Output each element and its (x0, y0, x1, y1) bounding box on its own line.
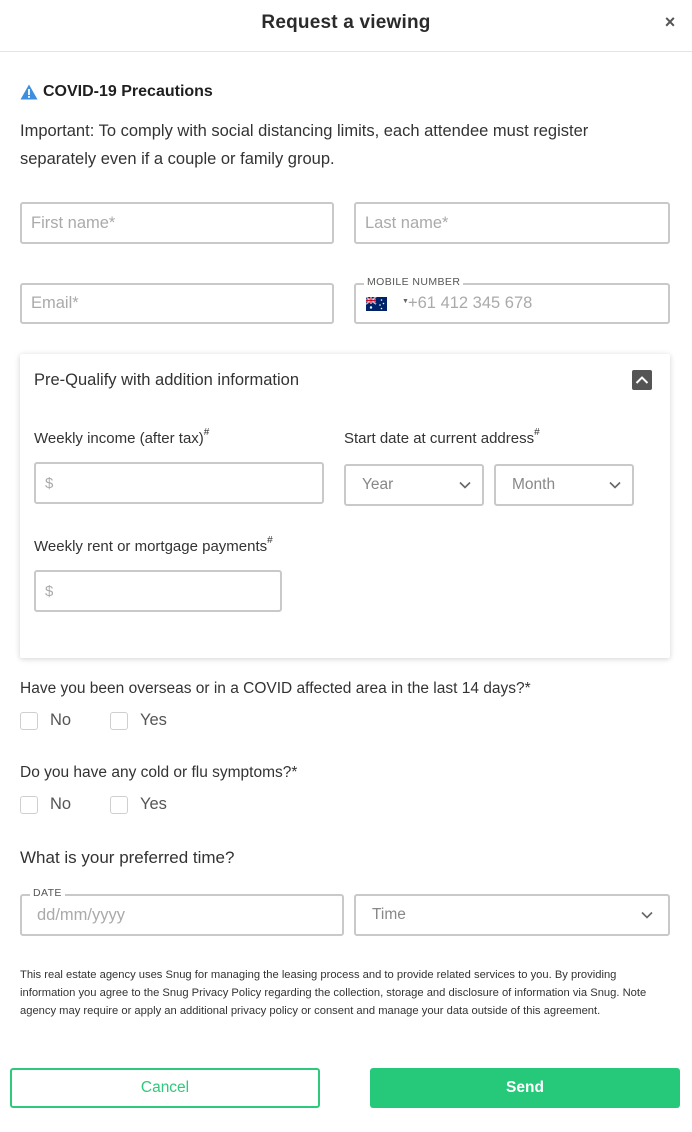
modal-header (0, 0, 692, 52)
modal-title: Request a viewing (261, 12, 431, 33)
covid-title: COVID-19 Precautions (43, 83, 213, 100)
symptoms-no-option[interactable] (20, 795, 71, 814)
month-select[interactable] (494, 464, 634, 506)
prequalify-card (20, 354, 670, 658)
symptoms-yes-label[interactable]: Yes (140, 795, 167, 813)
year-select[interactable] (344, 464, 484, 506)
email-input[interactable] (31, 285, 323, 322)
date-field[interactable] (20, 887, 344, 936)
symptoms-yes-option[interactable] (110, 795, 167, 814)
email-field[interactable] (20, 283, 334, 324)
start-date-label: Start date at current address# (344, 427, 540, 447)
weekly-income-field[interactable] (34, 462, 324, 504)
weekly-rent-field[interactable] (34, 570, 282, 612)
first-name-input[interactable] (31, 204, 323, 242)
symptoms-yes-checkbox[interactable] (110, 796, 128, 814)
mobile-number-field[interactable] (354, 276, 670, 324)
country-caret-icon[interactable]: ▼ (402, 298, 409, 305)
time-select-value: Time (372, 906, 406, 923)
symptoms-no-label[interactable]: No (50, 795, 72, 813)
chevron-down-icon (608, 480, 622, 490)
weekly-income-label: Weekly income (after tax)# (34, 427, 210, 447)
overseas-yes-checkbox[interactable] (110, 712, 128, 730)
symptoms-no-checkbox[interactable] (20, 796, 38, 814)
cancel-button[interactable]: Cancel (10, 1068, 320, 1108)
symptoms-question: Do you have any cold or flu symptoms?* (20, 764, 298, 781)
weekly-rent-input[interactable] (45, 572, 271, 610)
month-select-value: Month (512, 476, 556, 493)
overseas-no-label[interactable]: No (50, 711, 72, 729)
prequalify-title: Pre-Qualify with addition information (34, 371, 300, 389)
preferred-time-title: What is your preferred time? (20, 848, 235, 867)
first-name-field[interactable] (20, 202, 334, 244)
year-select-value: Year (362, 476, 394, 493)
collapse-button[interactable] (632, 370, 652, 390)
chevron-down-icon (458, 480, 472, 490)
overseas-no-checkbox[interactable] (20, 712, 38, 730)
warning-triangle-icon (20, 84, 38, 100)
chevron-up-icon (632, 370, 652, 390)
mobile-number-label: MOBILE NUMBER (364, 276, 463, 288)
mobile-number-input[interactable] (408, 285, 658, 322)
overseas-yes-label[interactable]: Yes (140, 711, 167, 729)
weekly-income-input[interactable] (45, 464, 313, 502)
date-input[interactable] (37, 896, 339, 934)
covid-notice: Important: To comply with social distancing limits, each attendee must register separately even if a couple or family group. (20, 122, 589, 168)
overseas-yes-option[interactable] (110, 711, 167, 730)
date-label: DATE (30, 887, 65, 899)
privacy-notice: This real estate agency uses Snug for managing the leasing process and to provide related services to you. By providing information you agree to the Snug Privacy Policy regarding the collection, storage and disclosure of information via Snug. Note agency may require or apply an additional privacy policy or consent and manage your data outside of this agreement. (20, 969, 647, 1017)
last-name-input[interactable] (365, 204, 659, 242)
australia-flag-icon[interactable] (366, 297, 387, 311)
last-name-field[interactable] (354, 202, 670, 244)
send-button[interactable]: Send (370, 1068, 680, 1108)
time-select[interactable] (354, 894, 670, 936)
chevron-down-icon (640, 910, 654, 920)
close-button[interactable]: × (664, 12, 676, 32)
covid-heading (20, 83, 213, 101)
overseas-no-option[interactable] (20, 711, 71, 730)
overseas-question: Have you been overseas or in a COVID affected area in the last 14 days?* (20, 680, 531, 697)
weekly-rent-label: Weekly rent or mortgage payments# (34, 535, 273, 555)
